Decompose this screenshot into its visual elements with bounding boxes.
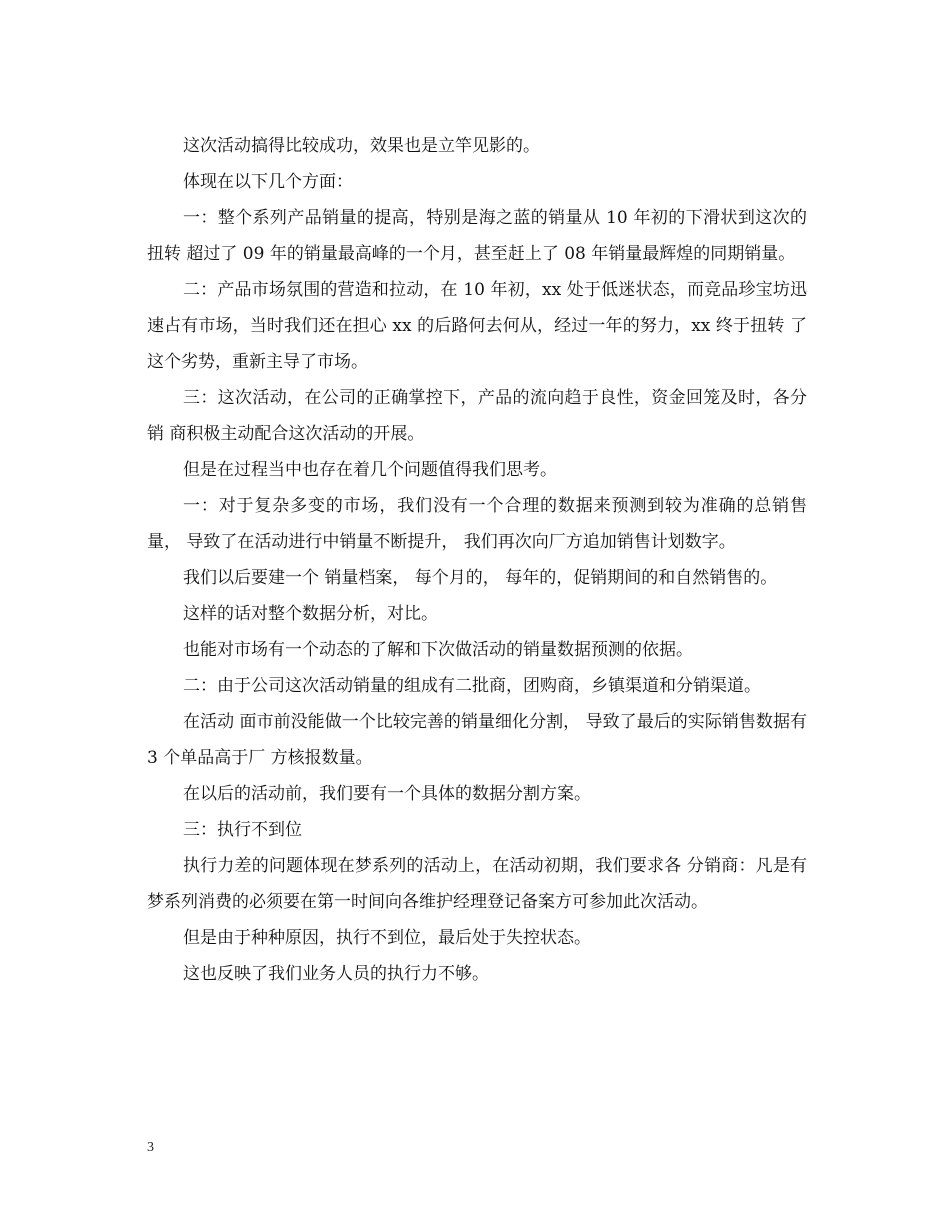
paragraph-12: 在活动 面市前没能做一个比较完善的销量细化分割， 导致了最后的实际销售数据有 3 个单品高于厂 方核报数量。 — [147, 712, 807, 768]
document-body — [147, 128, 807, 992]
paragraph-8: 我们以后要建一个 销量档案， 每个月的， 每年的，促销期间的和自然销售的。 — [183, 568, 778, 588]
paragraph-14: 三：执行不到位 — [183, 820, 302, 840]
paragraph-7: 一：对于复杂多变的市场，我们没有一个合理的数据来预测到较为准确的总销售量， 导致了在活动进行中销量不断提升， 我们再次向厂方追加销售计划数字。 — [147, 496, 807, 552]
page-number: 3 — [147, 1140, 154, 1155]
paragraph-16: 但是由于种种原因，执行不到位，最后处于失控状态。 — [183, 928, 591, 948]
paragraph-11: 二：由于公司这次活动销量的组成有二批商，团购商，乡镇渠道和分销渠道。 — [183, 676, 761, 696]
paragraph-2: 体现在以下几个方面： — [183, 172, 353, 192]
paragraph-3: 一：整个系列产品销量的提高，特别是海之蓝的销量从 10 年初的下滑状到这次的扭转 超过了 09 年的销量最高峰的一个月，甚至赶上了 08 年销量最辉煌的同期销量。 — [147, 208, 807, 264]
paragraph-1: 这次活动搞得比较成功，效果也是立竿见影的。 — [183, 136, 540, 156]
paragraph-15: 执行力差的问题体现在梦系列的活动上，在活动初期，我们要求各 分销商：凡是有梦系列消费的必须要在第一时间向各维护经理登记备案方可参加此次活动。 — [147, 856, 807, 912]
paragraph-4: 二：产品市场氛围的营造和拉动，在 10 年初，xx 处于低迷状态，而竞品珍宝坊迅 速占有市场，当时我们还在担心 xx 的后路何去何从，经过一年的努力，xx 终于扭转 了这个劣势，重新主导了市场。 — [147, 280, 807, 372]
paragraph-5: 三：这次活动，在公司的正确掌控下，产品的流向趋于良性，资金回笼及时，各分销 商积极主动配合这次活动的开展。 — [147, 388, 807, 444]
paragraph-10: 也能对市场有一个动态的了解和下次做活动的销量数据预测的依据。 — [183, 640, 693, 660]
paragraph-9: 这样的话对整个数据分析，对比。 — [183, 604, 438, 624]
paragraph-6: 但是在过程当中也存在着几个问题值得我们思考。 — [183, 460, 557, 480]
paragraph-17: 这也反映了我们业务人员的执行力不够。 — [183, 964, 489, 984]
paragraph-13: 在以后的活动前，我们要有一个具体的数据分割方案。 — [183, 784, 591, 804]
